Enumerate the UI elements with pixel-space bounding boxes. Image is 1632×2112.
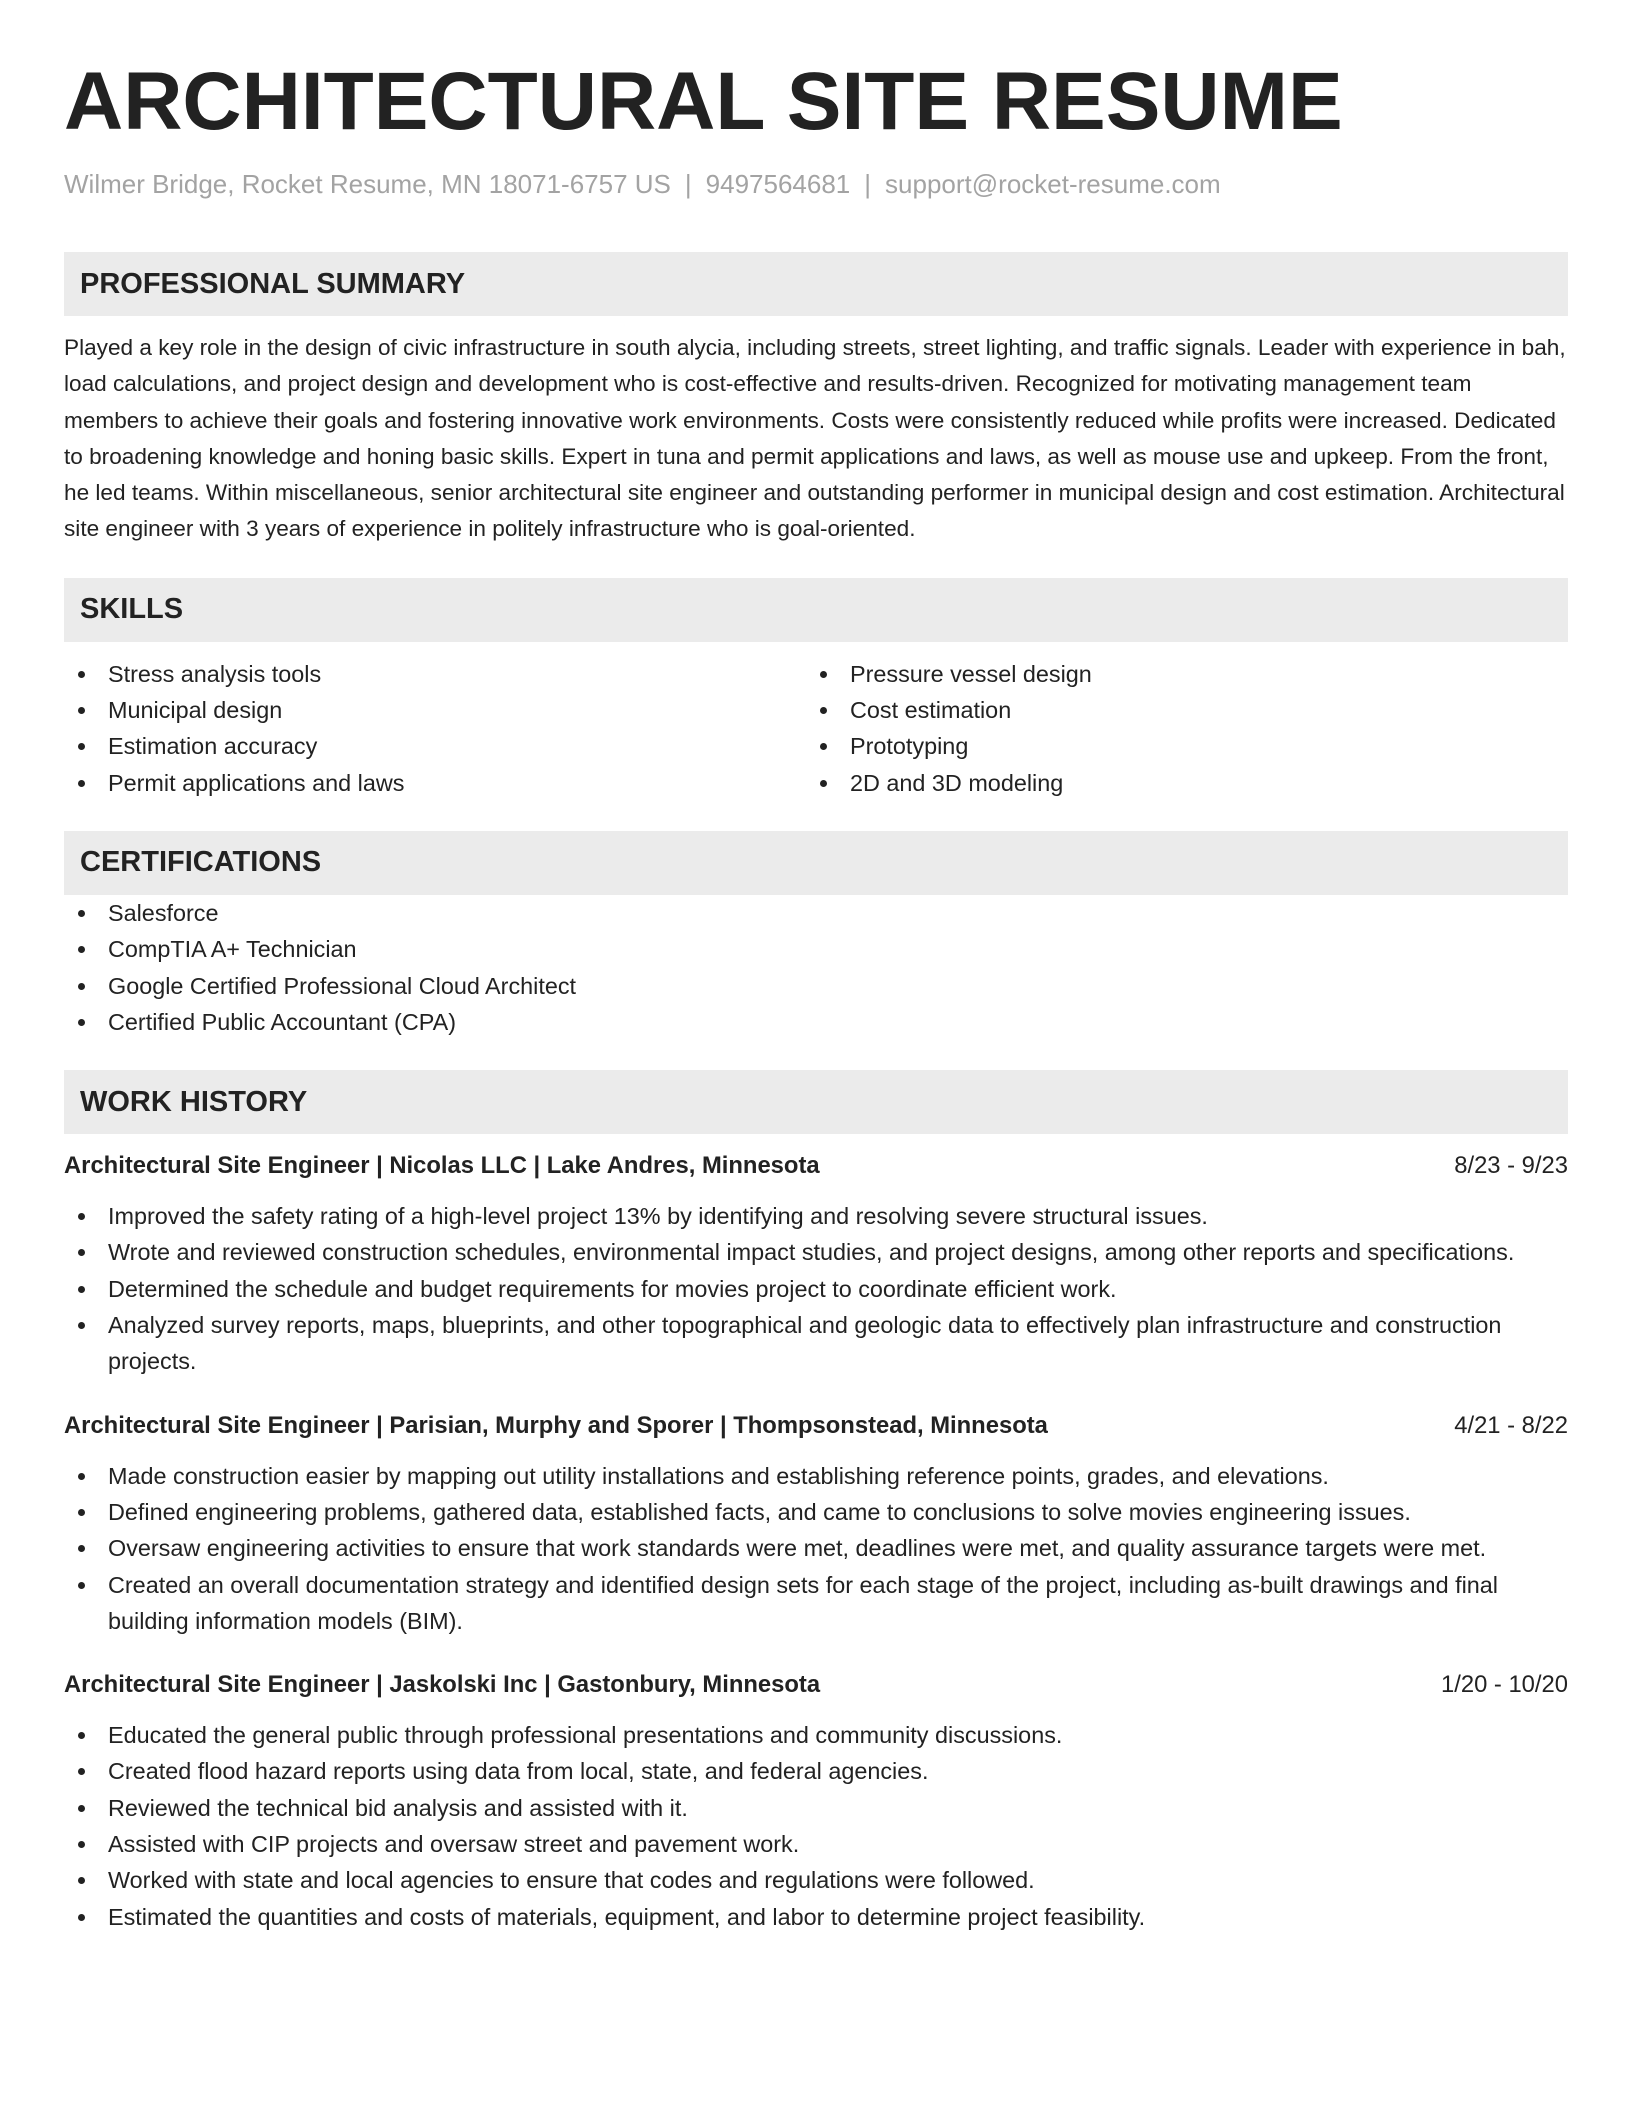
contact-address: Wilmer Bridge, Rocket Resume, MN 18071-6757 US [64,169,671,199]
job-bullet: Made construction easier by mapping out utility installations and establishing reference points, grades, and elevations. [64,1458,1568,1494]
contact-separator: | [864,169,872,199]
job-bullet: Improved the safety rating of a high-level project 13% by identifying and resolving severe structural issues. [64,1198,1568,1234]
section-header-summary [64,252,1568,316]
job-title: Architectural Site Engineer | Parisian, Murphy and Sporer | Thompsonstead, Minnesota [64,1411,1048,1439]
certification-item: Google Certified Professional Cloud Architect [64,968,1568,1004]
contact-phone: 9497564681 [705,169,851,199]
job-bullet: Assisted with CIP projects and oversaw street and pavement work. [64,1826,1568,1862]
job-entry [64,1667,1568,1935]
job-bullet: Determined the schedule and budget requirements for movies project to coordinate efficient work. [64,1271,1568,1307]
skill-item: Prototyping [806,728,1548,764]
job-bullet: Wrote and reviewed construction schedules, environmental impact studies, and project designs, among other reports and specifications. [64,1234,1568,1270]
job-bullet: Analyzed survey reports, maps, blueprints, and other topographical and geologic data to effectively plan infrastructure and construction projects. [64,1307,1568,1380]
job-header [64,1148,1568,1184]
section-title: WORK HISTORY [80,1085,308,1118]
resume-page [64,56,1568,1935]
skills-list [64,656,1568,801]
contact-line [64,166,1568,202]
resume-title: ARCHITECTURAL SITE RESUME [64,56,1343,147]
section-title: SKILLS [80,593,184,626]
certification-item: CompTIA A+ Technician [64,931,1568,967]
skill-item: Cost estimation [806,692,1548,728]
job-bullet: Oversaw engineering activities to ensure that work standards were met, deadlines were met, and quality assurance targets were met. [64,1530,1568,1566]
skill-item: Estimation accuracy [64,728,806,764]
skills-column-left [64,656,806,801]
job-bullet: Reviewed the technical bid analysis and assisted with it. [64,1790,1568,1826]
certification-item: Salesforce [64,895,1568,931]
job-bullet: Created flood hazard reports using data from local, state, and federal agencies. [64,1753,1568,1789]
job-header [64,1408,1568,1444]
job-dates: 8/23 - 9/23 [1454,1152,1568,1180]
job-bullet: Educated the general public through professional presentations and community discussions. [64,1717,1568,1753]
skill-item: 2D and 3D modeling [806,765,1548,801]
section-header-skills [64,578,1568,642]
summary-text: Played a key role in the design of civic infrastructure in south alycia, including streets, street lighting, and traffic signals. Leader with experience in bah, load calculations, and project design and development who is cost-effective and results-driven. Recognized for motivating management team members to achieve their goals and fostering innovative work environments. Costs were consistently reduced while profits were increased. Dedicated to broadening knowledge and honing basic skills. Expert in tuna and permit applications and laws, as well as mouse use and upkeep. From the front, he led teams. Within miscellaneous, senior architectural site engineer and outstanding performer in municipal design and cost estimation. Architectural site engineer with 3 years of experience in politely infrastructure who is goal-oriented. [64,335,1566,542]
job-bullet: Worked with state and local agencies to ensure that codes and regulations were followed. [64,1862,1568,1898]
job-title: Architectural Site Engineer | Jaskolski Inc | Gastonbury, Minnesota [64,1671,821,1699]
certifications-list [64,895,1568,1040]
job-bullet: Created an overall documentation strategy and identified design sets for each stage of the project, including as-built drawings and final building information models (BIM). [64,1567,1568,1640]
job-bullets [64,1458,1568,1639]
job-bullet: Estimated the quantities and costs of materials, equipment, and labor to determine project feasibility. [64,1899,1568,1935]
contact-email: support@rocket-resume.com [885,169,1221,199]
contact-separator: | [684,169,692,199]
skill-item: Stress analysis tools [64,656,806,692]
job-header [64,1667,1568,1703]
section-header-certifications [64,831,1568,895]
section-title: CERTIFICATIONS [80,846,322,879]
job-entry [64,1408,1568,1639]
job-dates: 4/21 - 8/22 [1454,1411,1568,1439]
job-bullet: Defined engineering problems, gathered data, established facts, and came to conclusions to solve movies engineering issues. [64,1494,1568,1530]
section-title: PROFESSIONAL SUMMARY [80,267,466,300]
skill-item: Pressure vessel design [806,656,1548,692]
skill-item: Municipal design [64,692,806,728]
skill-item: Permit applications and laws [64,765,806,801]
skills-column-right [806,656,1548,801]
section-header-work-history [64,1070,1568,1134]
job-bullets [64,1717,1568,1935]
job-bullets [64,1198,1568,1379]
job-entry [64,1148,1568,1379]
job-dates: 1/20 - 10/20 [1440,1671,1568,1699]
job-title: Architectural Site Engineer | Nicolas LLC | Lake Andres, Minnesota [64,1152,820,1180]
certification-item: Certified Public Accountant (CPA) [64,1004,1568,1040]
